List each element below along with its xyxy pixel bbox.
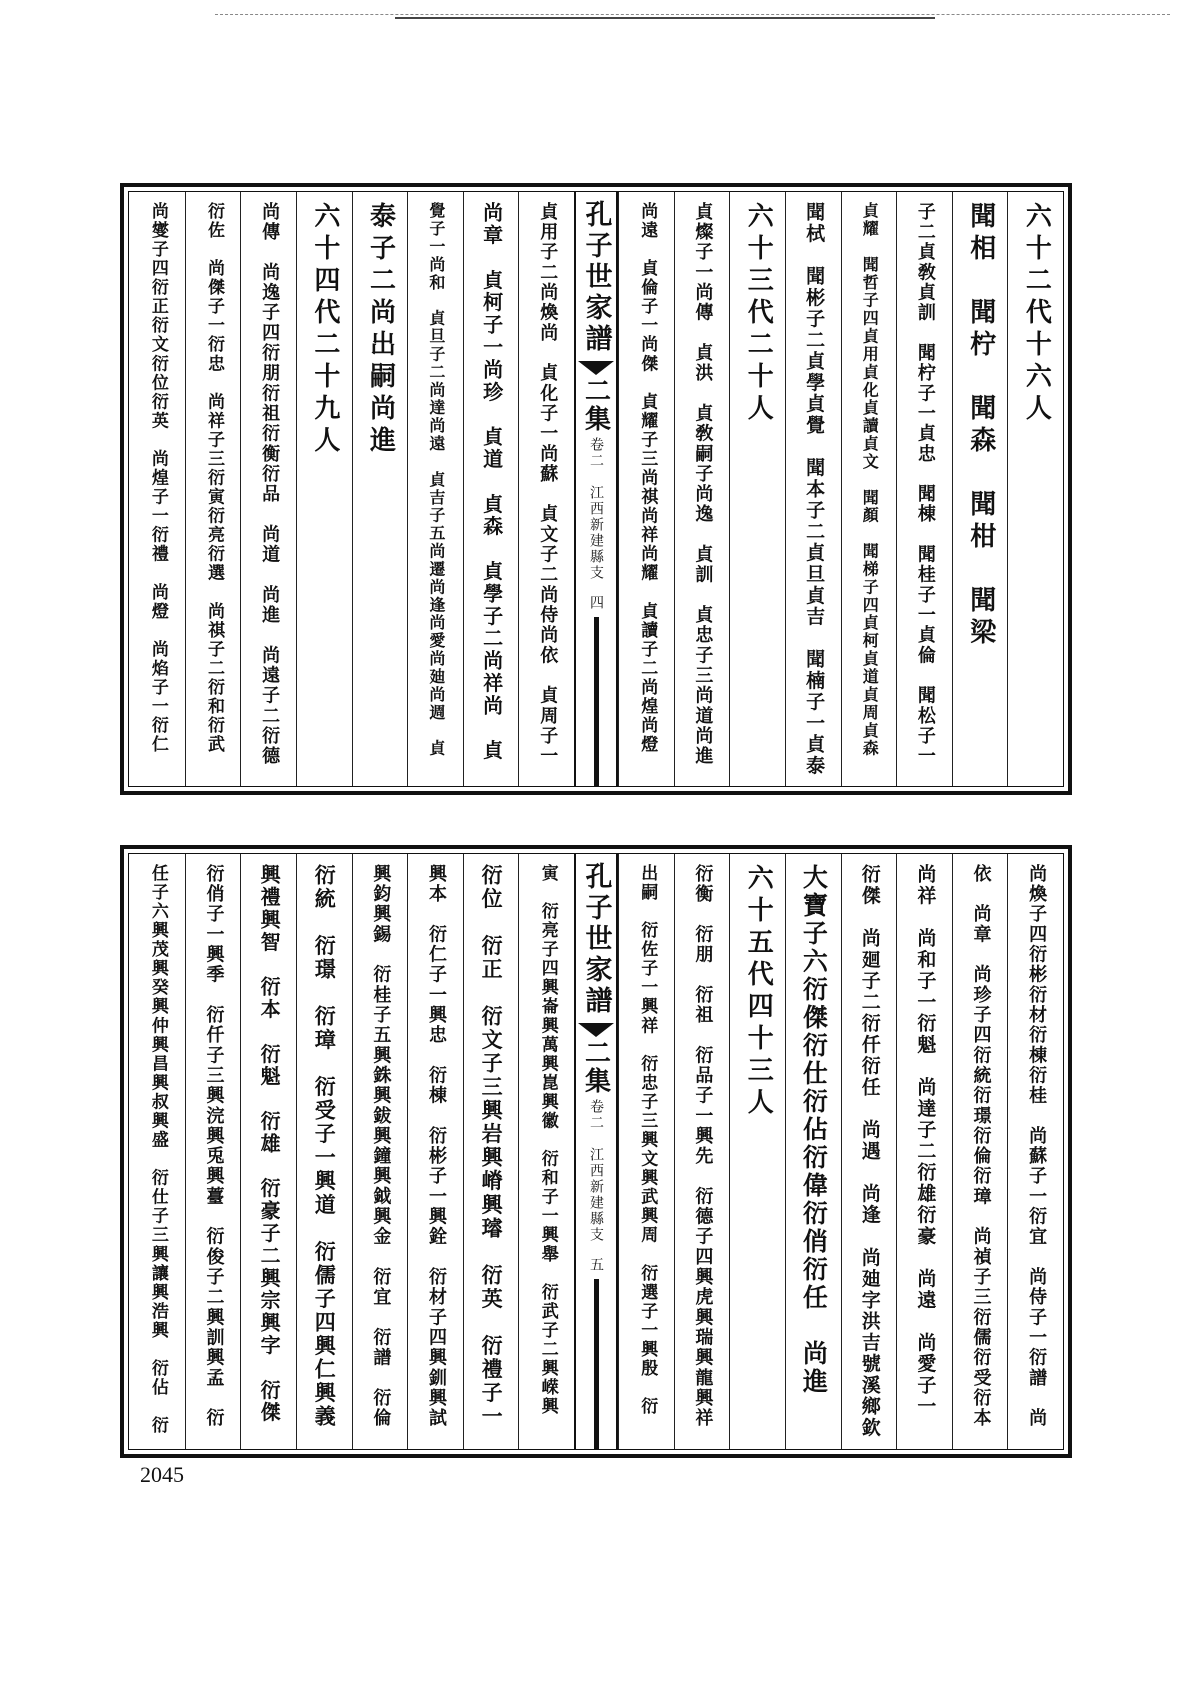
column-text: 衍傑 尚廻子二衍仟衍任 尚遇 尚逢 尚廸字洪吉號溪鄉欽: [858, 864, 881, 1439]
column-text: 尚燮子四衍正衍文衍位衍英 尚煌子一衍禮 尚燈 尚焰子一衍仁: [147, 202, 168, 755]
bottom-page-left-column: [463, 854, 519, 1449]
column-text: 衍位 衍正 衍文子三興岩興嵴興璿 衍英 衍禮子一: [479, 864, 505, 1429]
spine-rule: [594, 1279, 599, 1449]
column-text: 聞栻 聞彬子二貞學貞覺 聞本子二貞旦貞吉 聞楠子一貞泰: [803, 202, 826, 777]
column-text: 依 尚章 尚珍子四衍統衍璟衍倫衍璋 尚禎子三衍儒衍受衍本: [970, 864, 992, 1429]
column-text: 六十三代二十人: [743, 202, 774, 426]
bottom-page-center-spine: [574, 854, 618, 1449]
bottom-page-columns: [128, 853, 1064, 1450]
top-page-left-column: [407, 192, 463, 786]
column-text: 任子六興茂興癸興仲興昌興叔興盛 衍仕子三興讓興浩興 衍佔 衍: [147, 864, 168, 1436]
top-page-right-column: [729, 192, 785, 786]
column-text: 貞燦子一尚傳 貞洪 貞敎嗣子尚逸 貞訓 貞忠子三尚道尚進: [692, 202, 714, 767]
bottom-page-right-column: [618, 854, 674, 1449]
top-solid-rule: [395, 17, 935, 19]
top-page-right-column: [674, 192, 730, 786]
bottom-genealogy-page: [120, 845, 1072, 1458]
bottom-page-left-column: [518, 854, 574, 1449]
column-text: 尚祥 尚和子一衍魁 尚達子二衍雄衍豪 尚遠 尚愛子一: [914, 864, 937, 1418]
bottom-page-right-column: [896, 854, 952, 1449]
column-text: 大寶子六衍傑衍仕衍佔衍偉衍俏衍任 尚進: [799, 864, 829, 1396]
page-number: 2045: [140, 1462, 184, 1487]
top-page-right-column: [618, 192, 674, 786]
bottom-page-left-column: [296, 854, 352, 1449]
top-page-right-column: [896, 192, 952, 786]
column-text: 貞耀 聞哲子四貞用貞化貞讀貞文 聞顏 聞梯子四貞柯貞道貞周貞森: [860, 202, 880, 758]
top-page-right-column: [1007, 192, 1063, 786]
top-page-left-column: [185, 192, 241, 786]
column-text: 寅 衍亮子四興崙興萬興崑興徽 衍和子一興舉 衍武子二興嵘興: [537, 864, 558, 1417]
top-page-left-column: [240, 192, 296, 786]
top-page-left-column: [518, 192, 574, 786]
bottom-page-left-column: [129, 854, 185, 1449]
fishtail-mark: [578, 1023, 614, 1037]
top-page-left-column: [129, 192, 185, 786]
column-text: 尚傳 尚逸子四衍朋衍祖衍衡衍品 尚道 尚進 尚遠子二衍德: [259, 202, 281, 767]
bottom-page-left-column: [407, 854, 463, 1449]
column-text: 泰子二尚出嗣尚進: [365, 202, 396, 458]
bottom-page-right-column: [674, 854, 730, 1449]
bottom-page-right-column: [841, 854, 897, 1449]
column-text: 衍俏子一興季 衍仟子三興浣興兎興薹 衍俊子二興訓興孟 衍: [203, 864, 225, 1429]
bottom-page-right-column: [729, 854, 785, 1449]
column-text: 六十二代十六人: [1021, 202, 1052, 426]
book-title: 孔子世家譜: [580, 862, 612, 1017]
column-text: 覺子一尚和 貞旦子二尚達尚遠 貞吉子五尚遷尚逢尚愛尚廸尚週 貞: [426, 202, 446, 758]
top-page-right-column: [952, 192, 1008, 786]
column-text: 衍佐 尚傑子一衍忠 尚祥子三衍寅衍亮衍選 尚祺子二衍和衍武: [203, 202, 224, 755]
column-text: 子二貞敎貞訓 聞柠子一貞忠 聞棟 聞桂子一貞倫 聞松子一: [914, 202, 936, 767]
spine-rule: [594, 617, 599, 786]
column-text: 尚章 貞柯子一尚珍 貞道 貞森 貞學子二尚祥尚 貞: [479, 202, 504, 762]
column-text: 聞相 聞柠 聞森 聞柑 聞梁: [965, 202, 996, 650]
top-page-center-spine: [574, 192, 618, 786]
column-text: 衍衡 衍朋 衍祖 衍品子一興先 衍德子四興虎興瑞興龍興祥: [692, 864, 714, 1429]
bottom-page-right-column: [1007, 854, 1063, 1449]
top-page-left-column: [352, 192, 408, 786]
column-text: 貞用子二尚煥尚 貞化子一尚蘇 貞文子二尚侍尚依 貞周子一: [537, 202, 559, 767]
volume-label: 二集: [580, 377, 611, 433]
column-text: 興本 衍仁子一興忠 衍棟 衍彬子一興銓 衍材子四興釧興試: [425, 864, 447, 1429]
book-title: 孔子世家譜: [580, 200, 612, 355]
bottom-page-left-column: [352, 854, 408, 1449]
top-dashed-rule: [215, 14, 1170, 15]
bottom-page-left-column: [185, 854, 241, 1449]
column-text: 出嗣 衍佐子一興祥 衍忠子三興文興武興周 衍選子一興殷 衍: [637, 864, 658, 1417]
leaf-number: 四: [588, 595, 605, 609]
fishtail-mark: [578, 361, 614, 375]
top-page-left-column: [296, 192, 352, 786]
bottom-page-left-column: [240, 854, 296, 1449]
column-text: 六十四代二十九人: [309, 202, 340, 458]
section-subtitle: 卷二 江西新建縣支: [588, 437, 605, 581]
top-page-right-column: [841, 192, 897, 786]
volume-label: 二集: [580, 1039, 611, 1095]
section-subtitle: 卷二 江西新建縣支: [588, 1099, 605, 1243]
top-page-columns: [128, 191, 1064, 787]
column-text: 衍統 衍璟 衍璋 衍受子一興道 衍儒子四興仁興義: [312, 864, 338, 1429]
column-text: 興禮興智 衍本 衍魁 衍雄 衍豪子二興宗興字 衍傑: [257, 864, 282, 1424]
column-text: 興鈞興錫 衍桂子五興銖興鈸興鐘興鉞興金 衍宜 衍譜 衍倫: [370, 864, 392, 1429]
column-text: 尚遠 貞倫子一尚傑 貞耀子三尚祺尚祥尚耀 貞讀子二尚煌尚燈: [637, 202, 658, 755]
top-page-right-column: [785, 192, 841, 786]
column-text: 六十五代四十三人: [743, 864, 774, 1120]
column-text: 尚煥子四衍彬衍材衍棟衍桂 尚蘇子一衍宜 尚侍子一衍譜 尚: [1026, 864, 1048, 1429]
bottom-page-right-column: [785, 854, 841, 1449]
top-genealogy-page: [120, 183, 1072, 795]
bottom-page-right-column: [952, 854, 1008, 1449]
leaf-number: 五: [588, 1257, 605, 1271]
top-page-left-column: [463, 192, 519, 786]
